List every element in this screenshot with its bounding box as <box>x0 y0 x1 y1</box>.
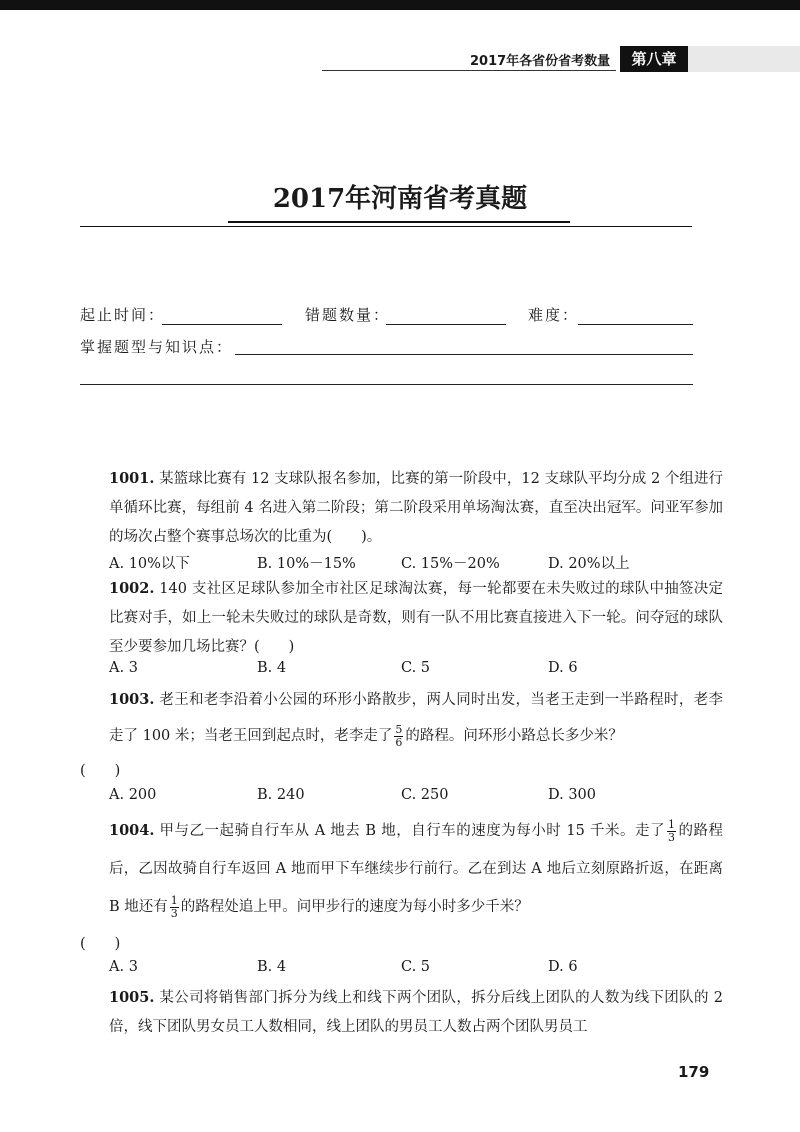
option-a[interactable]: A. 3 <box>109 959 138 975</box>
error-count-line[interactable] <box>386 324 506 325</box>
option-c[interactable]: C. 250 <box>401 787 449 803</box>
answer-blank-1003: ( ) <box>80 763 121 779</box>
fraction-one-third <box>667 819 676 844</box>
scan-edge <box>0 0 800 10</box>
mastered-line[interactable] <box>235 354 693 355</box>
option-d[interactable]: D. 20%以上 <box>548 556 630 572</box>
question-text-b: 的路程。问环形小路总长多少米？ <box>405 728 623 744</box>
option-d[interactable]: D. 300 <box>548 787 597 803</box>
option-d[interactable]: D. 6 <box>548 660 578 676</box>
question-1003 <box>80 682 723 754</box>
fraction-denominator: 3 <box>170 906 178 920</box>
option-b[interactable]: B. 4 <box>257 660 287 676</box>
mastered-label: 掌握题型与知识点： <box>80 338 234 356</box>
option-b[interactable]: B. 10%－15% <box>257 556 356 572</box>
fraction-denominator: 6 <box>395 735 403 749</box>
question-1002 <box>80 574 723 662</box>
option-b[interactable]: B. 4 <box>257 959 287 975</box>
answer-blank-1004: ( ) <box>80 936 121 952</box>
question-text: 140 支社区足球队参加全市社区足球淘汰赛，每一轮都要在未失败过的球队中抽签决定比赛对手，如上一轮未失败过的球队是奇数，则有一队不用比赛直接进入下一轮。问夺冠的球队至少要参加几场比赛？( ) <box>109 581 723 655</box>
question-number: 1002. <box>109 580 155 597</box>
question-text-a: 甲与乙一起骑自行车从 A 地去 B 地，自行车的速度为每小时 15 千米。走了 <box>159 823 665 839</box>
difficulty-line[interactable] <box>578 324 693 325</box>
question-1001 <box>80 464 723 552</box>
question-text-c: 的路程处追上甲。问甲步行的速度为每小时多少千米？ <box>180 899 529 915</box>
question-text: 某公司将销售部门拆分为线上和线下两个团队，拆分后线上团队的人数为线下团队的 2 倍，线下团队男女员工人数相同，线上团队的男员工人数占两个团队男员工 <box>109 990 723 1035</box>
page-title: 2017年河南省考真题 <box>272 184 528 214</box>
option-b[interactable]: B. 240 <box>257 787 305 803</box>
option-a[interactable]: A. 3 <box>109 660 138 676</box>
question-text-a: 老王和老李沿着小公园的环形小路散步，两人同时出发，当老王走到一半路程时，老李走了 100 米；当老王回到起点时，老李走了 <box>109 692 723 744</box>
question-1005 <box>80 983 723 1042</box>
option-c[interactable]: C. 5 <box>401 959 431 975</box>
question-text-b: 的路程后，乙因故骑自行车返回 A 地而甲下车继续步行前行。乙在到达 A 地后立刻原路折返，在距离 B 地还有 <box>109 823 724 915</box>
option-a[interactable]: A. 200 <box>109 787 157 803</box>
difficulty-label: 难度： <box>528 306 580 324</box>
fraction-numerator: 1 <box>668 817 675 831</box>
running-title: 2017年各省份省考数量 <box>470 54 611 69</box>
error-count-label: 错题数量： <box>305 306 391 324</box>
question-number: 1003. <box>109 691 155 708</box>
option-d[interactable]: D. 6 <box>548 959 578 975</box>
chapter-tab <box>688 46 800 72</box>
fraction-denominator: 3 <box>668 830 675 844</box>
chapter-label: 第八章 <box>620 46 688 72</box>
question-text: 某篮球比赛有 12 支球队报名参加，比赛的第一阶段中，12 支球队平均分成 2 个组进行单循环比赛，每组前 4 名进入第二阶段；第二阶段采用单场淘汰赛，直至决出冠军。问亚军参加的场次占整个赛事总场次的比重为( )。 <box>109 471 723 545</box>
question-number: 1005. <box>109 989 155 1006</box>
fraction-numerator: 1 <box>170 893 178 907</box>
option-a[interactable]: A. 10%以下 <box>109 556 190 572</box>
mastered-line-2[interactable] <box>80 384 693 385</box>
title-rule <box>80 226 692 227</box>
option-c[interactable]: C. 5 <box>401 660 431 676</box>
options-1001 <box>109 552 709 574</box>
option-c[interactable]: C. 15%－20% <box>401 556 500 572</box>
start-end-time-label: 起止时间： <box>80 306 166 324</box>
options-1004 <box>109 959 709 981</box>
question-1004 <box>80 812 723 926</box>
header-rule <box>322 70 616 71</box>
options-1002 <box>109 660 709 682</box>
page-number: 179 <box>678 1063 710 1081</box>
fraction-five-sixths <box>394 724 403 749</box>
question-number: 1001. <box>109 470 155 487</box>
options-1003 <box>109 787 709 809</box>
fraction-one-third <box>170 895 179 920</box>
question-number: 1004. <box>109 822 155 839</box>
title-underline <box>228 221 570 223</box>
fraction-numerator: 5 <box>395 722 403 736</box>
start-end-time-line[interactable] <box>162 324 282 325</box>
